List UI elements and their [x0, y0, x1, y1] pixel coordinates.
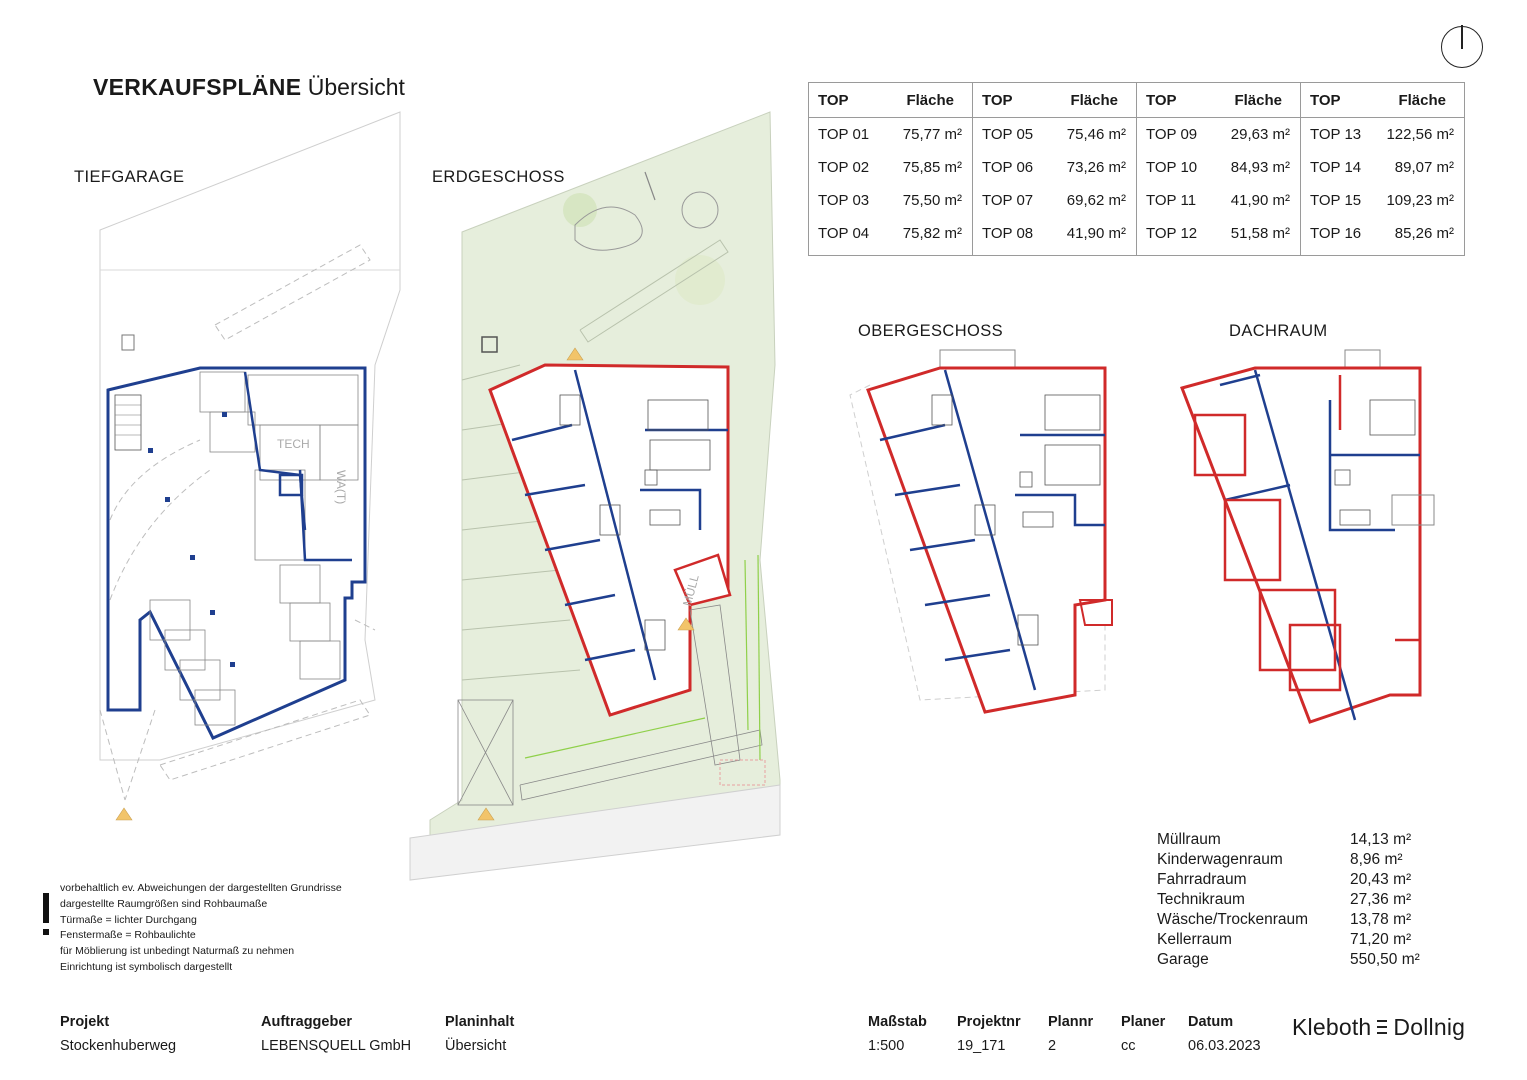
area-name: Garage — [1157, 951, 1209, 968]
column-header-area: Fläche — [1070, 91, 1118, 109]
footer-planer-value: cc — [1121, 1038, 1136, 1054]
top-id: TOP 14 — [1310, 159, 1362, 176]
disclaimer-notes — [60, 881, 342, 976]
list-item — [1157, 890, 1432, 910]
footer-projektnr-label: Projektnr — [957, 1014, 1021, 1030]
area-name: Müllraum — [1157, 831, 1221, 848]
label-tech: TECH — [277, 437, 310, 451]
top-area: 85,26 m² — [1394, 225, 1454, 242]
top-id: TOP 06 — [982, 159, 1034, 176]
column-header-area: Fläche — [1234, 91, 1282, 109]
footer-plannr-label: Plannr — [1048, 1014, 1094, 1030]
title-normal: Übersicht — [307, 74, 405, 100]
footer-projektnr-value: 19_171 — [957, 1038, 1006, 1054]
top-area: 122,56 m² — [1386, 126, 1454, 143]
erdgeschoss-plan — [410, 112, 780, 880]
top-id: TOP 13 — [1310, 126, 1362, 143]
note-line: Fenstermaße = Rohbaulichte — [60, 929, 196, 942]
company-logo — [1292, 1014, 1465, 1041]
top-area: 51,58 m² — [1230, 225, 1290, 242]
top-id: TOP 10 — [1146, 159, 1198, 176]
section-label-tiefgarage: TIEFGARAGE — [74, 168, 185, 186]
table-row — [1310, 184, 1458, 217]
top-id: TOP 07 — [982, 192, 1034, 209]
top-id: TOP 05 — [982, 126, 1034, 143]
note-line: Einrichtung ist symbolisch dargestellt — [60, 960, 233, 973]
column-header-top: TOP — [982, 91, 1013, 109]
top-area-table — [808, 82, 1465, 256]
note-line: vorbehaltlich ev. Abweichungen der dargestellten Grundrisse — [60, 882, 342, 894]
table-row — [818, 217, 966, 250]
area-value: 14,13 m² — [1350, 831, 1412, 848]
list-item — [1157, 910, 1432, 930]
top-area: 41,90 m² — [1066, 225, 1126, 242]
list-item — [1157, 850, 1432, 870]
logo-separator-icon — [1374, 1016, 1390, 1038]
footer-massstab-label: Maßstab — [868, 1014, 927, 1030]
top-area: 75,77 m² — [902, 126, 962, 143]
top-table-column — [809, 83, 973, 255]
table-row — [818, 118, 966, 151]
footer-planinhalt-label: Planinhalt — [445, 1014, 515, 1030]
top-area: 109,23 m² — [1386, 192, 1454, 209]
top-id: TOP 08 — [982, 225, 1034, 242]
table-row — [1310, 118, 1458, 151]
logo-left: Kleboth — [1292, 1014, 1372, 1040]
area-name: Kinderwagenraum — [1157, 851, 1283, 868]
area-value: 550,50 m² — [1350, 951, 1420, 968]
top-area: 89,07 m² — [1394, 159, 1454, 176]
list-item — [1157, 950, 1432, 970]
top-id: TOP 11 — [1146, 192, 1197, 209]
title-bold: VERKAUFSPLÄNE — [93, 74, 302, 100]
top-area: 73,26 m² — [1066, 159, 1126, 176]
table-row — [1146, 151, 1294, 184]
area-name: Fahrradraum — [1157, 871, 1247, 888]
table-row — [1146, 184, 1294, 217]
column-header-area: Fläche — [1398, 91, 1446, 109]
tiefgarage-plan — [100, 112, 400, 820]
top-id: TOP 15 — [1310, 192, 1362, 209]
section-label-dachraum: DACHRAUM — [1229, 322, 1328, 340]
footer-planinhalt-value: Übersicht — [445, 1038, 507, 1054]
column-header-area: Fläche — [906, 91, 954, 109]
page-title — [93, 74, 405, 101]
top-id: TOP 04 — [818, 225, 870, 242]
obergeschoss-plan — [850, 350, 1112, 712]
area-value: 8,96 m² — [1350, 851, 1403, 868]
area-name: Kellerraum — [1157, 931, 1232, 948]
table-row — [982, 151, 1130, 184]
dachraum-plan — [1182, 350, 1434, 722]
top-area: 75,85 m² — [902, 159, 962, 176]
area-name: Wäsche/Trockenraum — [1157, 911, 1309, 928]
top-table-column — [1137, 83, 1301, 255]
table-row — [982, 118, 1130, 151]
column-header-top: TOP — [818, 91, 849, 109]
column-header-top: TOP — [1310, 91, 1341, 109]
list-item — [1157, 870, 1432, 890]
top-area: 75,50 m² — [902, 192, 962, 209]
top-table-column — [973, 83, 1137, 255]
label-wasch: WA(T) — [334, 470, 348, 505]
footer-auftraggeber-label: Auftraggeber — [261, 1014, 353, 1030]
footer-plannr-value: 2 — [1048, 1038, 1057, 1054]
table-row — [1310, 217, 1458, 250]
compass-north-icon — [1441, 26, 1483, 68]
table-row — [982, 184, 1130, 217]
footer-projekt-value: Stockenhuberweg — [60, 1038, 177, 1054]
section-label-erdgeschoss: ERDGESCHOSS — [432, 168, 565, 186]
note-line: für Möblierung ist unbedingt Naturmaß zu nehmen — [60, 945, 295, 958]
area-value: 71,20 m² — [1350, 931, 1412, 948]
list-item — [1157, 830, 1432, 850]
area-value: 27,36 m² — [1350, 891, 1412, 908]
top-area: 69,62 m² — [1066, 192, 1126, 209]
footer-auftraggeber-value: LEBENSQUELL GmbH — [261, 1038, 412, 1054]
table-row — [1310, 151, 1458, 184]
top-area: 41,90 m² — [1230, 192, 1290, 209]
footer-datum-value: 06.03.2023 — [1188, 1038, 1261, 1054]
top-id: TOP 16 — [1310, 225, 1362, 242]
top-id: TOP 03 — [818, 192, 870, 209]
section-label-obergeschoss: OBERGESCHOSS — [858, 322, 1004, 340]
top-id: TOP 01 — [818, 126, 870, 143]
footer-massstab-value: 1:500 — [868, 1038, 905, 1054]
logo-right: Dollnig — [1393, 1014, 1466, 1040]
top-id: TOP 09 — [1146, 126, 1198, 143]
table-row — [1146, 118, 1294, 151]
table-row — [818, 151, 966, 184]
top-id: TOP 12 — [1146, 225, 1198, 242]
top-id: TOP 02 — [818, 159, 870, 176]
table-row — [982, 217, 1130, 250]
area-value: 20,43 m² — [1350, 871, 1412, 888]
top-area: 75,46 m² — [1066, 126, 1126, 143]
footer-planer-label: Planer — [1121, 1014, 1166, 1030]
exclamation-icon — [43, 893, 49, 935]
area-value: 13,78 m² — [1350, 911, 1412, 928]
common-area-list — [1157, 830, 1432, 970]
area-name: Technikraum — [1157, 891, 1245, 908]
label-muell: MÜLL — [680, 573, 702, 608]
note-line: dargestellte Raumgrößen sind Rohbaumaße — [60, 897, 268, 910]
footer-datum-label: Datum — [1188, 1014, 1234, 1030]
note-line: Türmaße = lichter Durchgang — [60, 913, 197, 926]
top-area: 75,82 m² — [902, 225, 962, 242]
footer-projekt-label: Projekt — [60, 1014, 110, 1030]
table-row — [1146, 217, 1294, 250]
top-table-column — [1301, 83, 1464, 255]
column-header-top: TOP — [1146, 91, 1177, 109]
list-item — [1157, 930, 1432, 950]
table-row — [818, 184, 966, 217]
top-area: 29,63 m² — [1230, 126, 1290, 143]
top-area: 84,93 m² — [1230, 159, 1290, 176]
